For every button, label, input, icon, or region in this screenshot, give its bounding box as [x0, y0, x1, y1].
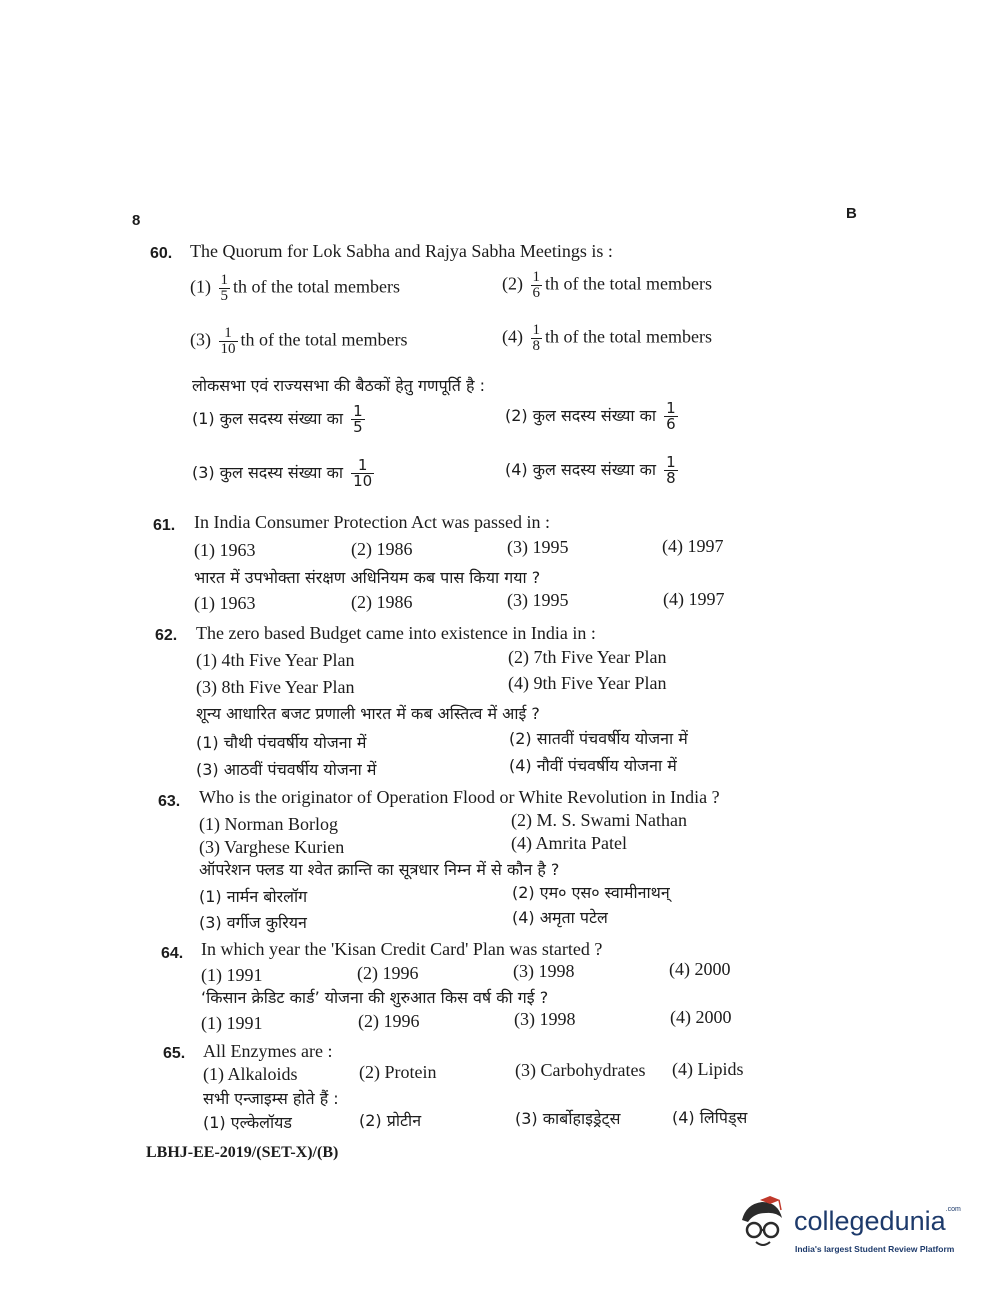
option-hi: (4) लिपिड्स — [672, 1108, 748, 1127]
question-text-en: In which year the 'Kisan Credit Card' Plan was started ? — [201, 939, 603, 959]
option-hi: (1) नार्मन बोरलॉग — [199, 887, 308, 906]
question-number: 62. — [155, 627, 178, 644]
question-text-hi: शून्य आधारित बजट प्रणाली भारत में कब अस्तित्व में आई ? — [196, 704, 540, 723]
question-text-en: In India Consumer Protection Act was passed in : — [194, 512, 550, 532]
option-en: (3) 8th Five Year Plan — [196, 677, 355, 697]
option-en: (4) $\frac{1}{8}$ th of the total members — [502, 322, 712, 354]
question-text-en: All Enzymes are : — [203, 1041, 333, 1061]
set-code: B — [846, 205, 857, 222]
logo-tagline: India's largest Student Review Platform — [795, 1244, 955, 1254]
option-hi: (4) 1997 — [663, 589, 725, 609]
question-text-hi: ‘किसान क्रेडिट कार्ड’ योजना की शुरुआत किस वर्ष की गई ? — [201, 988, 549, 1007]
logo-wordmark: collegedunia$^{.com}$ — [794, 1206, 961, 1236]
option-en: (2) 1996 — [357, 963, 419, 983]
question-text-hi: लोकसभा एवं राज्यसभा की बैठकों हेतु गणपूर्ति है : — [192, 376, 485, 395]
option-en: (3) Carbohydrates — [515, 1060, 646, 1080]
question-number: 61. — [153, 517, 176, 534]
option-hi: (2) एम० एस० स्वामीनाथन् — [512, 883, 670, 902]
option-en: (1) 4th Five Year Plan — [196, 650, 355, 670]
question-number: 63. — [158, 793, 181, 810]
option-hi: (4) 2000 — [670, 1007, 732, 1027]
option-en: (1) Norman Borlog — [199, 814, 338, 834]
option-en: (4) 9th Five Year Plan — [508, 673, 667, 693]
question-text-en: The zero based Budget came into existence in India in : — [196, 623, 596, 643]
option-hi: (2) कुल सदस्य संख्या का $\frac{1}{6}$ — [505, 399, 676, 433]
option-en: (2) $\frac{1}{6}$ th of the total members — [502, 269, 712, 301]
option-en: (1) $\frac{1}{5}$ th of the total members — [190, 272, 400, 304]
option-en: (2) M. S. Swami Nathan — [511, 810, 687, 830]
question-text-en: The Quorum for Lok Sabha and Rajya Sabha Meetings is : — [190, 241, 613, 261]
question-number: 65. — [163, 1045, 186, 1062]
option-hi: (4) कुल सदस्य संख्या का $\frac{1}{8}$ — [505, 453, 676, 487]
option-hi: (1) कुल सदस्य संख्या का $\frac{1}{5}$ — [192, 402, 363, 436]
option-hi: (3) कार्बोहाइड्रेट्स — [515, 1109, 621, 1128]
option-en: (4) 2000 — [669, 959, 731, 979]
option-hi: (3) 1998 — [514, 1009, 576, 1029]
option-hi: (3) कुल सदस्य संख्या का $\frac{1}{10}$ — [192, 456, 373, 490]
option-hi: (4) अमृता पटेल — [512, 908, 608, 927]
option-hi: (1) 1963 — [194, 593, 256, 613]
question-text-hi: ऑपरेशन फ्लड या श्वेत क्रान्ति का सूत्रधार निम्न में से कौन है ? — [199, 860, 560, 879]
option-hi: (3) वर्गीज कुरियन — [199, 913, 307, 932]
option-en: (1) 1991 — [201, 965, 263, 985]
option-hi: (3) 1995 — [507, 590, 569, 610]
option-en: (4) 1997 — [662, 536, 724, 556]
paper-code: LBHJ-EE-2019/(SET-X)/(B) — [146, 1144, 339, 1161]
question-number: 64. — [161, 945, 184, 962]
option-en: (2) 7th Five Year Plan — [508, 647, 667, 667]
collegedunia-logo — [736, 1196, 961, 1260]
page-number: 8 — [132, 212, 141, 229]
option-hi: (2) प्रोटीन — [359, 1111, 422, 1130]
option-hi: (4) नौवीं पंचवर्षीय योजना में — [509, 756, 677, 775]
option-hi: (2) 1996 — [358, 1011, 420, 1031]
question-text-en: Who is the originator of Operation Flood or White Revolution in India ? — [199, 787, 720, 807]
option-en: (2) Protein — [359, 1062, 437, 1082]
option-en: (3) 1998 — [513, 961, 575, 981]
question-text-hi: भारत में उपभोक्ता संरक्षण अधिनियम कब पास किया गया ? — [194, 568, 541, 587]
option-en: (3) 1995 — [507, 537, 569, 557]
option-hi: (1) चौथी पंचवर्षीय योजना में — [196, 733, 367, 752]
mascot-icon — [736, 1196, 796, 1256]
option-hi: (1) 1991 — [201, 1013, 263, 1033]
option-en: (3) Varghese Kurien — [199, 837, 345, 857]
option-hi: (2) 1986 — [351, 592, 413, 612]
option-en: (1) 1963 — [194, 540, 256, 560]
option-en: (4) Amrita Patel — [511, 833, 627, 853]
option-en: (4) Lipids — [672, 1059, 744, 1079]
option-en: (3) $\frac{1}{10}$ th of the total members — [190, 325, 408, 357]
question-number: 60. — [150, 245, 173, 262]
option-en: (1) Alkaloids — [203, 1064, 298, 1084]
question-text-hi: सभी एन्जाइम्स होते हैं : — [203, 1089, 339, 1108]
option-hi: (2) सातवीं पंचवर्षीय योजना में — [509, 729, 688, 748]
option-hi: (1) एल्केलॉयड — [203, 1113, 292, 1132]
option-en: (2) 1986 — [351, 539, 413, 559]
option-hi: (3) आठवीं पंचवर्षीय योजना में — [196, 760, 377, 779]
